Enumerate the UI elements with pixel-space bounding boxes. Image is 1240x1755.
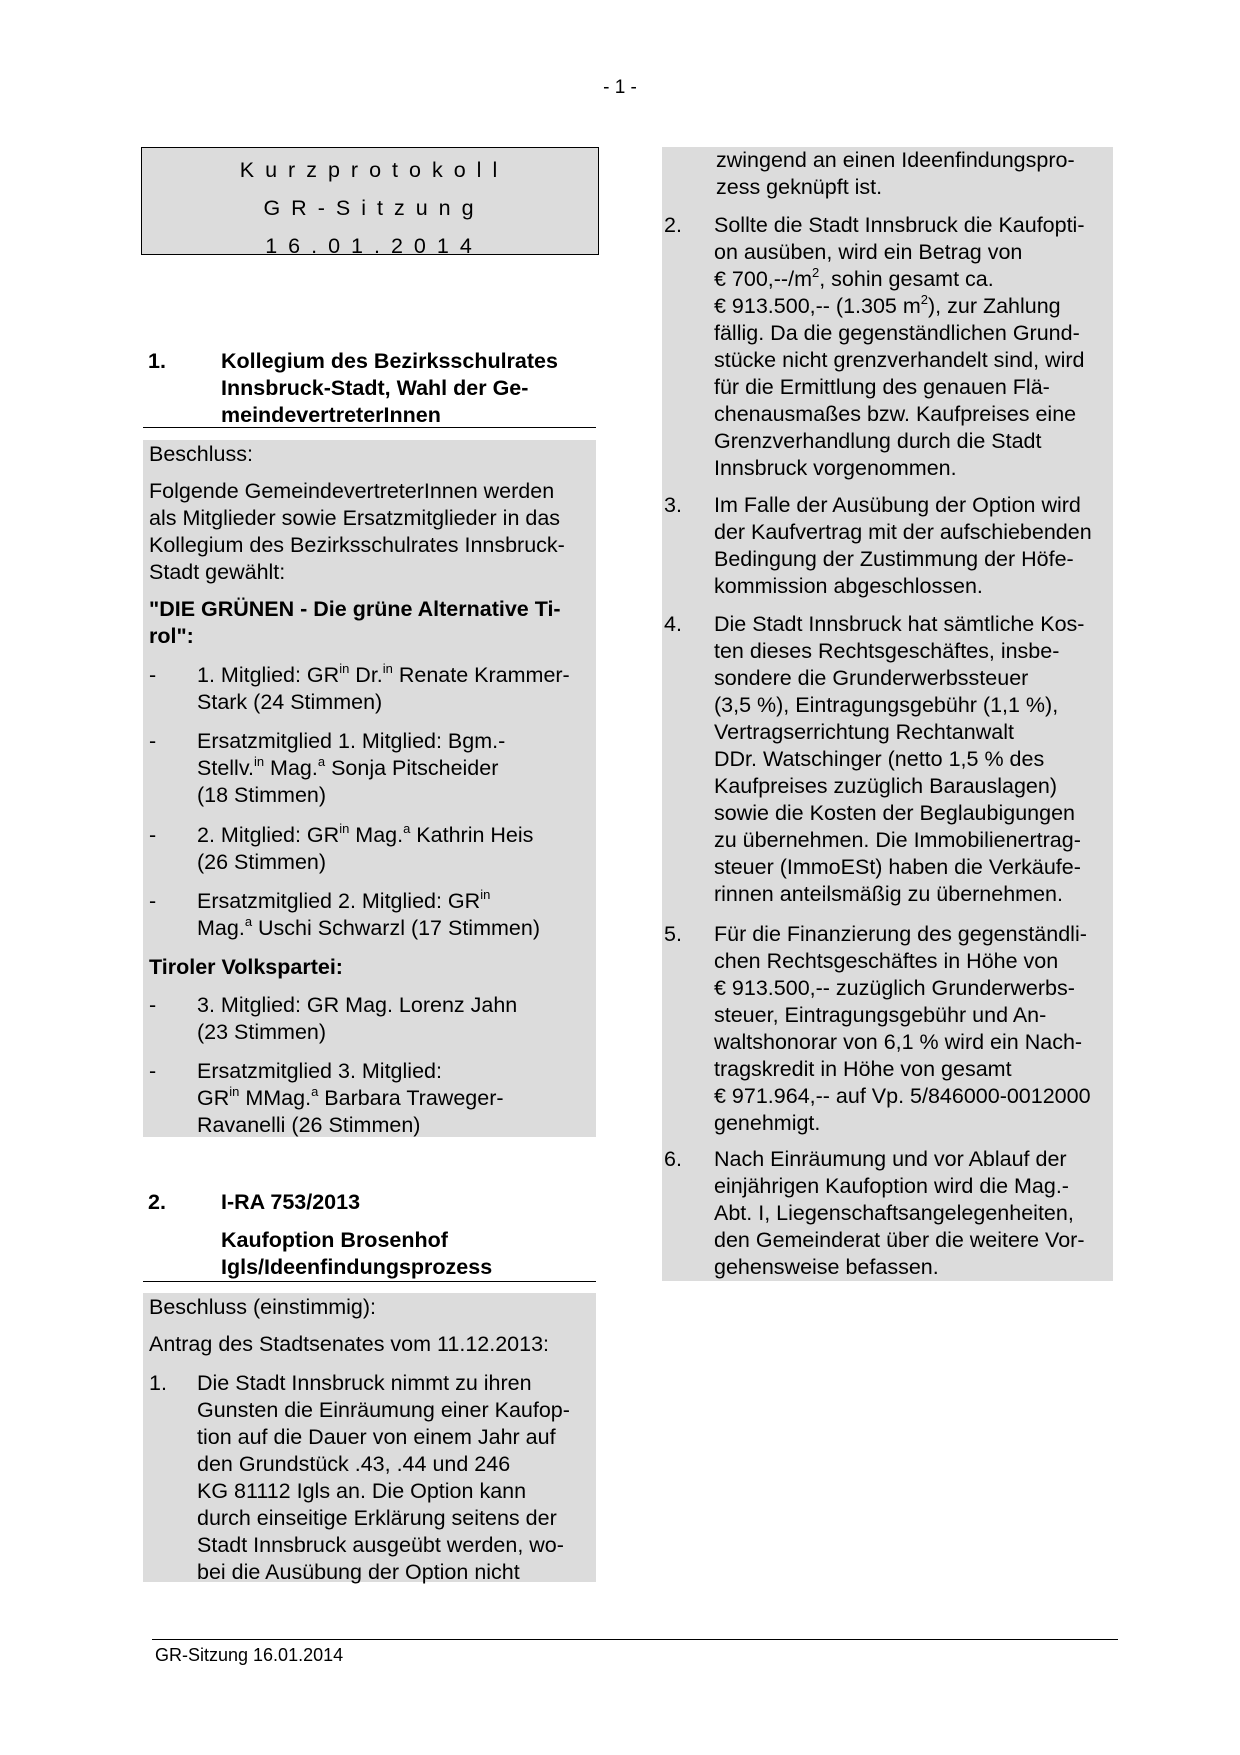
dash-marker: - — [149, 729, 157, 753]
party-line: rol": — [149, 624, 194, 648]
section-2-title-line: Kaufoption Brosenhof — [221, 1228, 448, 1252]
item-number: 2. — [664, 213, 682, 237]
item-number: 3. — [664, 493, 682, 517]
dash-marker: - — [149, 1059, 157, 1083]
section-2-title-line: Igls/Ideenfindungsprozess — [221, 1255, 493, 1279]
party-gruene — [149, 596, 592, 650]
intro-line: Stadt gewählt: — [149, 560, 286, 584]
page-number: - 1 - — [603, 77, 637, 98]
item-number: 4. — [664, 612, 682, 636]
section-1-title-line: meindevertreterInnen — [221, 403, 441, 427]
title-line-1: Kurzprotokoll — [239, 158, 509, 182]
party-line: "DIE GRÜNEN - Die grüne Alternative Ti- — [149, 597, 561, 621]
item-number: 5. — [664, 922, 682, 946]
title-line-2: GR-Sitzung — [263, 196, 485, 220]
intro-line: Kollegium des Bezirksschulrates Innsbruck- — [149, 533, 565, 557]
footer-text: GR-Sitzung 16.01.2014 — [155, 1645, 344, 1665]
antrag-line: Antrag des Stadtsenates vom 11.12.2013: — [149, 1332, 550, 1356]
dash-marker: - — [149, 993, 157, 1017]
section-2-body-left: Beschluss (einstimmig): Antrag des Stadtsenates vom 11.12.2013: 1. Die Stadt Innsbruck nimmt zu ihren Gunsten die Einräumung einer Kaufop- tion auf die Dauer von einem Jahr auf den Grundstück .43, .44 und 246 KG 81112 Igls an. Die Option kann durch einseitige Erklärung seitens der Stadt Innsbruck ausgeübt werden, wo- bei die Ausübung der Option nicht — [143, 1293, 596, 1582]
intro-line: als Mitglieder sowie Ersatzmitglieder in das — [149, 506, 561, 530]
title-box — [141, 147, 599, 258]
section-1-body: Beschluss: Folgende GemeindevertreterInnen werden als Mitglieder sowie Ersatzmitglieder in das Kollegium des Bezirksschulrates Innsbruck- Stadt gewählt: "DIE GRÜNEN - Die grüne Alternative Ti- rol": - 1. Mitglied: $GR^{in}$ Dr.$^{in}$ Renate Krammer- Stark (24 Stimmen) - Ersatzmitglied 1. Mitglied: Bgm.- Stellv.$^{in}$ Mag.$^a$ Sonja Pitscheider (18 Stimmen) - 2. Mitglied: $GR^{in}$ Mag.$^a$ Kathrin Heis (26 Stimmen) - Ersatzmitglied 2. Mitglied: $GR^{in}$ Mag.$^a$ Uschi Schwarzl (17 Stimmen) Tiroler Volkspartei: - 3. Mitglied: GR Mag. Lorenz Jahn (23 Stimmen) - Ersatzmitglied 3. Mitglied: $GR^{in}$ MMag.$^a$ Barbara Traweger- Ravanelli (26 Stimmen) — [143, 440, 596, 1137]
section-1-number: 1. — [148, 349, 166, 373]
section-2-title — [221, 1227, 591, 1281]
section-2-rule — [143, 1281, 596, 1282]
intro-line: Folgende GemeindevertreterInnen werden — [149, 479, 555, 503]
dash-marker: - — [149, 663, 157, 687]
dash-marker: - — [149, 889, 157, 913]
section-1-heading — [148, 348, 598, 429]
section-1-title — [221, 348, 581, 429]
section-2-ref: I-RA 753/2013 — [221, 1190, 361, 1214]
section-1-title-line: Kollegium des Bezirksschulrates — [221, 349, 558, 373]
section-1-rule — [143, 427, 596, 428]
intro-paragraph — [149, 478, 592, 586]
dash-marker: - — [149, 823, 157, 847]
section-1-title-line: Innsbruck-Stadt, Wahl der Ge- — [221, 376, 529, 400]
title-line-3: 16.01.2014 — [265, 234, 483, 258]
item-number: 1. — [149, 1371, 167, 1395]
item-number: 6. — [664, 1147, 682, 1171]
footer-rule — [152, 1639, 1118, 1640]
beschluss-label: Beschluss (einstimmig): — [149, 1295, 376, 1319]
party-oevp: Tiroler Volkspartei: — [149, 955, 343, 979]
beschluss-label: Beschluss: — [149, 442, 253, 466]
section-2-heading — [148, 1189, 598, 1216]
section-2-number: 2. — [148, 1190, 166, 1214]
section-2-body-right: zwingend an einen Ideenfindungspro- zess geknüpft ist. 2. Sollte die Stadt Innsbruck die Kaufopti- on ausüben, wird ein Betrag von € $700,--/m^2$, sohin gesamt ca. € 913.500,-- (1.305 $m^2$), zur Zahlung fällig. Da die gegenständlichen Grund- stücke nicht grenzverhandelt sind, wird für die Ermittlung des genauen Flä- chenausmaßes bzw. Kaufpreises eine Grenzverhandlung durch die Stadt Innsbruck vorgenommen. 3. Im Falle der Ausübung der Option wird der Kaufvertrag mit der aufschiebenden Bedingung der Zustimmung der Höfe- kommission abgeschlossen. 4. Die Stadt Innsbruck hat sämtliche Kos- ten dieses Rechtsgeschäftes, insbe- sondere die Grunderwerbssteuer (3,5 %), Eintragungsgebühr (1,1 %), Vertragserrichtung Rechtanwalt DDr. Watschinger (netto 1,5 % des Kaufpreises zuzüglich Barauslagen) sowie die Kosten der Beglaubigungen zu übernehmen. Die Immobilienertrag- steuer (ImmoESt) haben die Verkäufe- rinnen anteilsmäßig zu übernehmen. 5. Für die Finanzierung des gegenständli- chen Rechtsgeschäftes in Höhe von € 913.500,-- zuzüglich Grunderwerbs- steuer, Eintragungsgebühr und An- waltshonorar von 6,1 % wird ein Nach- tragskredit in Höhe von gesamt € 971.964,-- auf Vp. 5/846000-0012000 genehmigt. 6. Nach Einräumung und vor Ablauf der einjährigen Kaufoption wird die Mag.- Abt. I, Liegenschaftsangelegenheiten, den Gemeinderat über die weitere Vor- gehensweise befassen. — [662, 147, 1113, 1281]
item-1-continuation: zwingend an einen Ideenfindungspro- zess geknüpft ist. — [716, 148, 1075, 199]
